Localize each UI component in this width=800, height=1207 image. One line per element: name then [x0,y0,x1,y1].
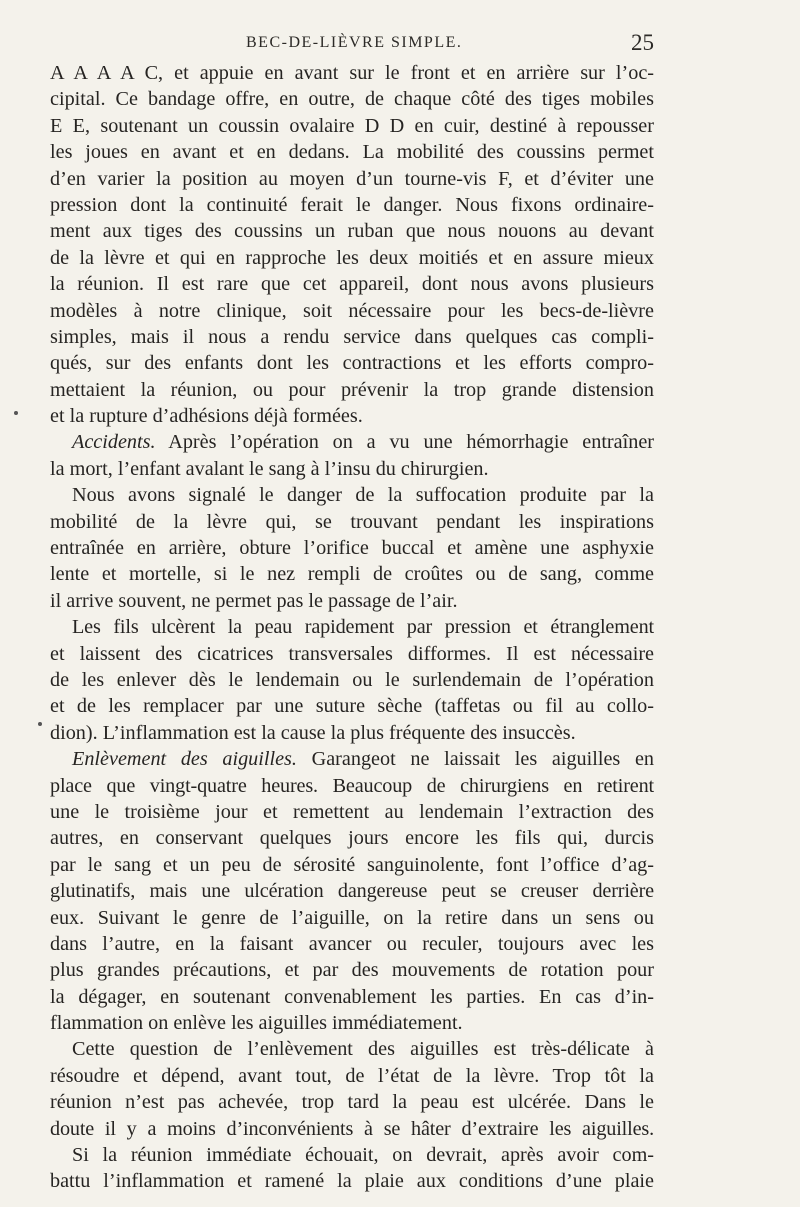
text-line: A A A A C, et appuie en avant sur le front et en arrière sur l’oc- [50,62,654,84]
text-line: modèles à notre clinique, soit nécessaire pour les becs-de-lièvre [50,299,654,322]
text-line: une le troisième jour et remettent au lendemain l’extraction des [50,800,654,823]
margin-speck [38,722,42,726]
text-line: doute il y a moins d’inconvénients à se hâter d’extraire les aiguilles. [50,1117,654,1140]
text-line-enlevement: Enlèvement des aiguilles. Garangeot ne laissait les aiguilles en [72,748,654,771]
section-heading-enlevement: Enlèvement des aiguilles. [72,748,297,771]
text-line: lente et mortelle, si le nez rempli de croûtes ou de sang, comme [50,563,654,586]
text-line: d’en varier la position au moyen d’un tourne-vis F, et d’éviter une [50,167,654,190]
text-line: de les enlever dès le lendemain ou le surlendemain de l’opération [50,668,654,691]
text-line: résoudre et dépend, avant tout, de l’état de la lèvre. Trop tôt la [50,1064,654,1087]
page-body [50,60,654,1195]
running-head: BEC-DE-LIÈVRE SIMPLE. [246,34,463,51]
text-line: place que vingt-quatre heures. Beaucoup de chirurgiens en retirent [50,774,654,797]
text-line: autres, en conservant quelques jours encore les fils qui, durcis [50,827,654,850]
text-line: dion). L’inflammation est la cause la plus fréquente des insuccès. [50,721,576,744]
text-line: E E, soutenant un coussin ovalaire D D en cuir, destiné à repousser [50,114,654,137]
text-line: plus grandes précautions, et par des mouvements de rotation pour [50,959,654,982]
text-line: qués, sur des enfants dont les contractions et les efforts compro- [50,352,654,375]
text-line: et la rupture d’adhésions déjà formées. [50,405,363,428]
text-line: la réunion. Il est rare que cet appareil, dont nous avons plusieurs [50,273,654,296]
text-line: Nous avons signalé le danger de la suffocation produite par la [72,484,654,507]
text-line: Cette question de l’enlèvement des aiguilles est très-délicate à [72,1038,654,1061]
text-line: les joues en avant et en dedans. La mobilité des coussins permet [50,141,654,164]
text-line: simples, mais il nous a rendu service dans quelques cas compli- [50,325,654,348]
text-line: et laissent des cicatrices transversales difformes. Il est nécessaire [50,642,654,665]
text-line: mobilité de la lèvre qui, se trouvant pendant les inspirations [50,510,654,533]
text-line-accidents: Accidents. Après l’opération on a vu une hémorrhagie entraîner [72,431,654,454]
margin-speck [14,411,18,415]
text-line: Si la réunion immédiate échouait, on devrait, après avoir com- [72,1144,654,1167]
text-line: glutinatifs, mais une ulcération dangereuse peut se creuser derrière [50,880,654,903]
text-line: battu l’inflammation et ramené la plaie aux conditions d’une plaie [50,1170,654,1193]
text-line: eux. Suivant le genre de l’aiguille, on la retire dans un sens ou [50,906,654,929]
page-number: 25 [631,30,654,55]
text-line: entraînée en arrière, obture l’orifice buccal et amène une asphyxie [50,537,654,560]
text-line: la mort, l’enfant avalant le sang à l’insu du chirurgien. [50,457,489,480]
text-line: flammation on enlève les aiguilles immédiatement. [50,1012,463,1035]
page-header [50,30,654,60]
section-heading-accidents: Accidents. [72,431,156,454]
text-line: mettaient la réunion, ou pour prévenir la trop grande distension [50,378,654,401]
text-line: dans l’autre, en la faisant avancer ou reculer, toujours avec les [50,932,654,955]
text-line: réunion n’est pas achevée, trop tard la peau est ulcérée. Dans le [50,1091,654,1114]
text-line: la dégager, en soutenant convenablement les parties. En cas d’in- [50,985,654,1008]
text-line: ment aux tiges des coussins un ruban que nous nouons au devant [50,220,654,243]
text-line: et de les remplacer par une suture sèche (taffetas ou fil au collo- [50,695,654,718]
text-line: de la lèvre et qui en rapproche les deux moitiés et en assure mieux [50,246,654,269]
text-line: Les fils ulcèrent la peau rapidement par pression et étranglement [72,616,654,639]
text-line: pression dont la continuité ferait le danger. Nous fixons ordinaire- [50,193,654,216]
text-line: par le sang et un peu de sérosité sanguinolente, font l’office d’ag- [50,853,654,876]
text-line: il arrive souvent, ne permet pas le passage de l’air. [50,589,458,612]
text-line: cipital. Ce bandage offre, en outre, de chaque côté des tiges mobiles [50,88,654,111]
